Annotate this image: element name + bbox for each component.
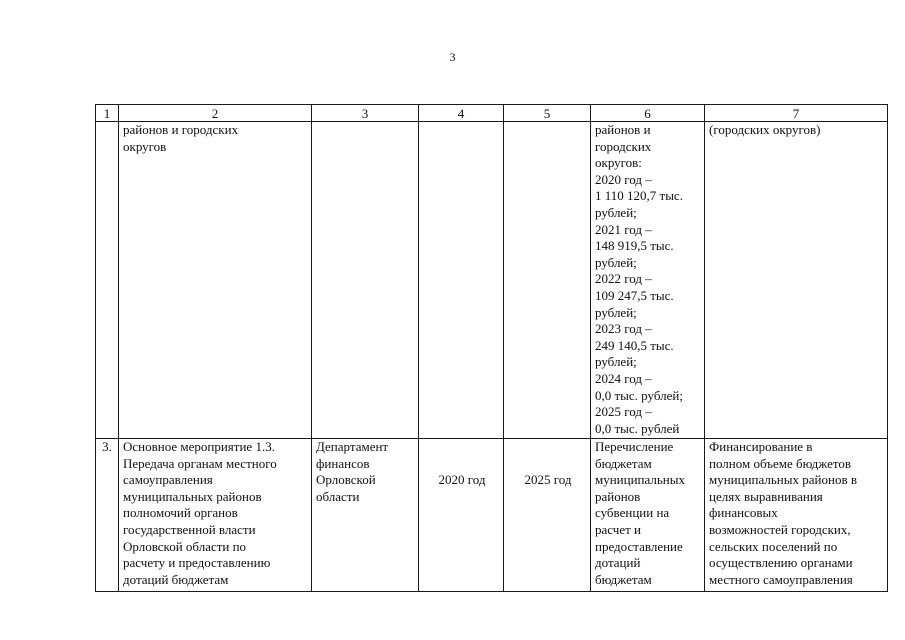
end-year-text: 2025 год — [524, 472, 572, 487]
row-number-cell — [96, 122, 119, 439]
result-cell: Финансирование в полном объеме бюджетов муниципальных районов в целях выравнивания финансовых возможностей городских, сельских поселений по осуществлению органами местного самоуправления — [705, 439, 888, 592]
executor-cell: Департамент финансов Орловской области — [312, 439, 419, 592]
result-cell: (городских округов) — [705, 122, 888, 439]
page-number: 3 — [449, 50, 456, 64]
start-year-cell — [419, 122, 504, 439]
header-cell-2: 2 — [119, 105, 312, 122]
executor-cell — [312, 122, 419, 439]
header-cell-4: 4 — [419, 105, 504, 122]
header-cell-7: 7 — [705, 105, 888, 122]
activity-name-cell: районов и городских округов — [119, 122, 312, 439]
row-number-cell: 3. — [96, 439, 119, 592]
table-row — [96, 439, 888, 592]
document-table — [95, 104, 888, 592]
header-cell-3: 3 — [312, 105, 419, 122]
activity-name-cell: Основное мероприятие 1.3. Передача органам местного самоуправления муниципальных районов полномочий органов государственной власти Орловской области по расчету и предоставлению дотаций бюджетам — [119, 439, 312, 592]
end-year-cell — [504, 122, 591, 439]
header-cell-5: 5 — [504, 105, 591, 122]
start-year-text: 2020 год — [438, 472, 486, 487]
description-cell: районов и городских округов: 2020 год – 1 110 120,7 тыс. рублей; 2021 год – 148 919,5 тыс. рублей; 2022 год – 109 247,5 тыс. рублей; 2023 год – 249 140,5 тыс. рублей; 2024 год – 0,0 тыс. рублей; 2025 год – 0,0 тыс. рублей — [591, 122, 705, 439]
header-cell-6: 6 — [591, 105, 705, 122]
start-year-cell — [419, 439, 504, 592]
table-row — [96, 122, 888, 439]
description-cell: Перечисление бюджетам муниципальных районов субвенции на расчет и предоставление дотаций бюджетам — [591, 439, 705, 592]
end-year-cell — [504, 439, 591, 592]
table-header-row — [96, 105, 888, 122]
header-cell-1: 1 — [96, 105, 119, 122]
